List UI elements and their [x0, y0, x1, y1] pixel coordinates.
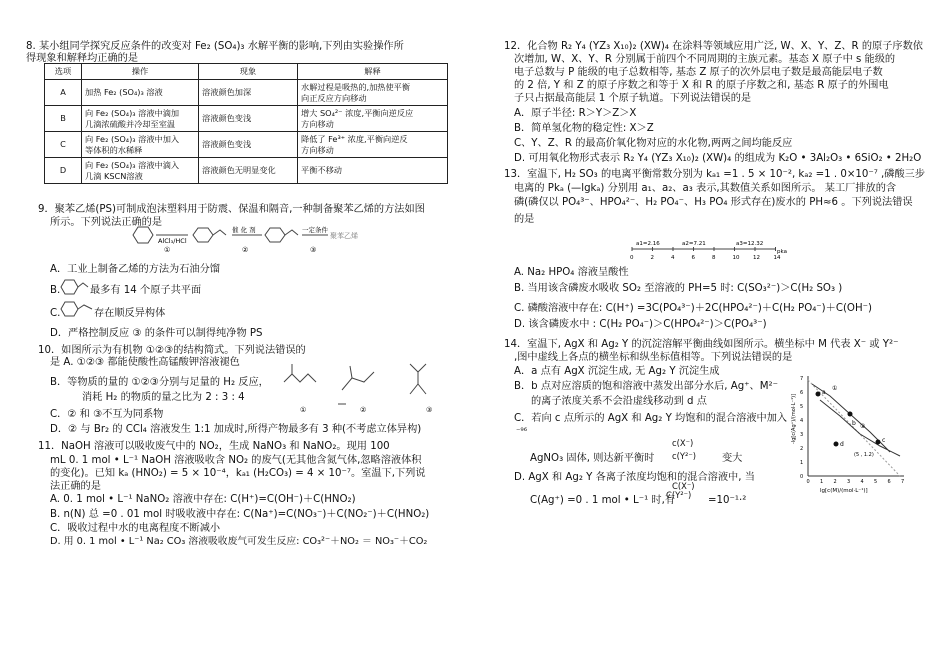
graph-x-tick-label: 3 [847, 479, 851, 485]
graph-x-tick-label: 4 [860, 479, 864, 485]
alkene-structure-icon [60, 298, 94, 320]
q12-option-d: D. 可用氧化物形式表示 R₂ Y₄ (YZ₃ X₁₀)₂ (XW)₄ 的组成为 K₂O • 3Al₂O₃ • 6SiO₂ • 2H₂O [514, 153, 922, 164]
point-a [816, 392, 821, 397]
q8-header-phenomenon: 现象 [199, 64, 298, 80]
q8-op-line1: 加热 Fe₂ (SO₄)₃ 溶液 [85, 87, 163, 98]
graph-x-tick-label: 0 [806, 479, 810, 485]
q8-row-explanation [298, 80, 448, 106]
q12-stem-line4: 的 2 倍, Y 和 Z 的原子序数之和等于 X 和 R 的原子序数之和, 基态 R 原子的外围电 [514, 80, 889, 91]
q14-option-a: A．a 点有 AgX 沉淀生成, 无 Ag₂ Y 沉淀生成 [514, 366, 720, 377]
q8-table [44, 63, 448, 184]
benzene-ring-icon [133, 227, 153, 243]
q8-op-line1: 向 Fe₂ (SO₄)₃ 溶液中滴加 [85, 108, 180, 118]
graph-x-tick-label: 2 [833, 479, 837, 485]
q8-stem-line1: 8. 某小组同学探究反应条件的改变对 Fe₂ (SO₄)₃ 水解平衡的影响,下列由实验操作所 [26, 41, 404, 52]
q9-label3: ③ [310, 246, 317, 254]
q8-row-explanation [298, 106, 448, 132]
q8-op-line1: 向 Fe₂ (SO₄)₃ 溶液中加入 [85, 134, 180, 144]
q9-option-b: 最多有 14 个原子共平面 [90, 285, 202, 296]
q8-ex-line1: 增大 SO₄²⁻ 浓度,平衡向逆反应 [301, 108, 414, 118]
point-c-label: c [882, 437, 886, 444]
q9-option-c: 存在顺反异构体 [94, 308, 166, 319]
q11-stem-line1: 11．NaOH 溶液可以吸收废气中的 NO₂，生成 NaNO₃ 和 NaNO₂。现用 100 [38, 441, 390, 452]
q8-row-option: C [45, 132, 82, 158]
q13-stem-line2: 电离的 Pkₐ (—lgkₐ) 分别用 a₁、a₂、a₃ 表示,其数值关系如图所示。 某工厂排放的含 [514, 183, 897, 194]
q8-header-operation: 操作 [82, 64, 199, 80]
q8-header-explanation: 解释 [298, 64, 448, 80]
q8-stem-line2: 得现象和解释均正确的是 [26, 53, 139, 64]
q12-option-c: C、Y、Z、R 的最高价氧化物对应的水化物,两两之间均能反应 [514, 138, 793, 149]
q12-stem-line5: 子只占据最高能层 1 个原子轨道。下列说法错误的是 [514, 93, 752, 104]
q8-row-phenomenon: 溶液颜色变浅 [199, 106, 298, 132]
q8-row-phenomenon: 溶液颜色加深 [199, 80, 298, 106]
q8-ex-line2: 向正反应方向移动 [301, 92, 367, 103]
q10-option-b-line1: B．等物质的量的 ①②③分别与足量的 H₂ 反应， [50, 377, 269, 388]
q9-label1: ① [164, 246, 171, 254]
q14-option-b-line1: B．b 点对应溶质的饱和溶液中蒸发出部分水后, Ag⁺、M²⁻ [514, 381, 778, 392]
q14-option-c-frac-den: c(Y²⁻) [672, 451, 697, 461]
q11-option-b: B. n(N) 总 =0 . 01 mol 时吸收液中存在: C(Na⁺)=C(NO₃⁻)＋C(NO₂⁻)＋C(HNO₂) [50, 509, 430, 520]
pka-tick-label: 12 [753, 255, 760, 261]
q11-option-d: D. 用 0. 1 mol • L⁻¹ Na₂ CO₃ 溶液吸收废气可发生反应: CO₃²⁻＋NO₂ ＝ NO₃⁻＋CO₂ [50, 536, 428, 547]
q8-row-operation [82, 80, 199, 106]
table-row [45, 106, 448, 132]
q13-stem-line3: 磷(磷仅以 PO₄³⁻、HPO₄²⁻、H₂ PO₄⁻、H₃ PO₄ 形式存在)废水的 PH≈6 。下列说法错误 [514, 197, 913, 208]
q11-stem-line2: mL 0. 1 mol • L⁻¹ NaOH 溶液吸收含 NO₂ 的废气(无其他含氮气体,忽略溶液体积 [50, 455, 422, 466]
q9-cond3: 一定条件 [302, 226, 328, 234]
pka-tick-label: 4 [671, 255, 675, 261]
q8-row-explanation [298, 132, 448, 158]
q9-product: 聚苯乙烯 [330, 232, 358, 240]
q9-cond2: 催 化 剂 [232, 226, 256, 234]
q9-reaction-scheme [128, 222, 378, 256]
q8-op-line2: 几滴 KSCN溶液 [85, 170, 143, 181]
point-b [848, 412, 853, 417]
pka-a3-label: a3=12.32 [736, 241, 764, 247]
graph-y-tick-label: 0 [800, 474, 804, 480]
q8-row-option: A [45, 80, 82, 106]
table-row [45, 158, 448, 184]
curve-1-label: ① [832, 385, 838, 392]
q12-stem-line1: 12．化合物 R₂ Y₄ (YZ₃ X₁₀)₂ (XW)₄ 在涂料等领域应用广泛, W、X、Y、Z、R 的原子序数依 [504, 41, 923, 52]
q8-row-phenomenon: 溶液颜色变浅 [199, 132, 298, 158]
q8-ex-line2: 方向移动 [301, 118, 334, 129]
q10-label1: ① [300, 406, 307, 414]
q10-label2: ② [360, 406, 367, 414]
graph-x-tick-label: 5 [874, 479, 878, 485]
q14-option-d-frac-den: C(Y²⁻) [666, 490, 692, 500]
q14-option-d-line3: =10⁻¹·² [708, 495, 747, 506]
q9-option-c-label: C. [50, 308, 61, 319]
point-d [834, 442, 839, 447]
q13-option-c: C. 磷酸溶液中存在: C(H⁺) =3C(PO₄³⁻)＋2C(HPO₄²⁻)＋C(H₂ PO₄⁻)＋C(OH⁻) [514, 303, 872, 314]
q8-row-operation [82, 132, 199, 158]
q14-option-c-frac-num: c(X⁻) [672, 438, 694, 448]
q13-option-b: B. 当用该含磷废水吸收 SO₂ 至溶液的 PH=5 时: C(SO₃²⁻)＞C(H₂ SO₃ ) [514, 283, 843, 294]
graph-y-tick-label: 6 [800, 390, 804, 396]
q8-op-line1: 向 Fe₂ (SO₄)₃ 溶液中滴入 [85, 160, 180, 170]
q14-option-b-line2: 的离子浓度关系不会沿虚线移动到 d 点 [531, 396, 707, 407]
pka-a1-label: a1=2.16 [636, 241, 660, 247]
q11-stem-line4: 法正确的是 [50, 481, 101, 492]
q14-option-d-line2: C(Ag⁺) =0 . 1 mol • L⁻¹ 时,有 [530, 495, 676, 506]
q9-option-a: A．工业上制备乙烯的方法为石油分馏 [50, 264, 220, 275]
q14-stem-line1: 14．室温下, AgX 和 Ag₂ Y 的沉淀溶解平衡曲线如图所示。横坐标中 M 代表 X⁻ 或 Y²⁻ [504, 339, 899, 350]
q12-stem-line3: 电子总数与 P 能级的电子总数相等, 基态 Z 原子的次外层电子数是最高能层电子数 [514, 67, 883, 78]
q8-ex-line2: 方向移动 [301, 144, 334, 155]
pka-unit: pka [777, 249, 787, 255]
q8-op-line2: 等体积的水稀释 [85, 144, 143, 155]
q10-option-d: D．② 与 Br₂ 的 CCl₄ 溶液发生 1:1 加成时,所得产物最多有 3 种(不考虑立体异构) [50, 424, 422, 435]
structure-3-icon [410, 364, 426, 394]
q8-row-option: D [45, 158, 82, 184]
curve-2-label: ② [860, 423, 866, 430]
graph-y-tick-label: 7 [800, 376, 804, 382]
q10-structures [280, 360, 445, 420]
point-a-label: a [822, 389, 826, 396]
ethylbenzene-icon [193, 228, 226, 242]
q14-option-c-line1: C．若向 c 点所示的 AgX 和 Ag₂ Y 均饱和的混合溶液中加入 [514, 413, 788, 424]
structure-2-icon [338, 366, 374, 404]
pka-a2-label: a2=7.21 [682, 241, 706, 247]
pka-tick-label: 2 [650, 255, 654, 261]
q12-option-a: A．原子半径: R＞Y＞Z＞X [514, 108, 637, 119]
q9-option-d: D．严格控制反应 ③ 的条件可以制得纯净物 PS [50, 328, 263, 339]
q14-option-d-frac-num: C(X⁻) [672, 481, 695, 491]
q8-op-line2: 几滴浓硫酸并冷却至室温 [85, 118, 176, 129]
q12-option-b: B．简单氢化物的稳定性: X＞Z [514, 123, 654, 134]
graph-y-tick-label: 5 [800, 404, 804, 410]
q13-pka-axis [624, 237, 789, 263]
q8-row-explanation: 平衡不移动 [298, 158, 448, 184]
q11-option-c: C．吸收过程中水的电离程度不断减小 [50, 523, 221, 534]
pka-tick-label: 14 [773, 255, 781, 261]
graph-x-tick-label: 1 [820, 479, 824, 485]
q9-cond1: AlCl₃/HCl [158, 237, 187, 245]
graph-x-tick-label: 7 [901, 479, 905, 485]
graph-y-label: -lg[c(Ag⁺)/(mol·L⁻¹)] [791, 393, 797, 444]
graph-y-tick-label: 3 [800, 432, 804, 438]
q14-option-c-line3: 变大 [722, 453, 743, 464]
pka-tick-label: 10 [732, 255, 740, 261]
graph-y-tick-label: 1 [800, 460, 804, 466]
structure-1-icon [284, 364, 316, 382]
styrene-structure-icon [60, 276, 90, 298]
q11-stem-line3: 的变化)。已知 kₐ (HNO₂) = 5 × 10⁻⁴，kₐ₁ (H₂CO₃) = 4 × 10⁻⁷。室温下,下列说 [50, 468, 426, 479]
point-c [876, 440, 881, 445]
pka-tick-label: 8 [712, 255, 716, 261]
q11-option-a: A. 0. 1 mol • L⁻¹ NaNO₂ 溶液中存在: C(H⁺)=C(OH⁻)＋C(HNO₂) [50, 494, 356, 505]
table-row [45, 132, 448, 158]
q14-solubility-graph [790, 370, 910, 495]
q10-option-a: 是 A. ①②③ 都能使酸性高锰酸钾溶液褪色 [50, 357, 240, 368]
point-d-label: d [840, 441, 844, 448]
q14-option-c-line2: AgNO₃ 固体, 则达新平衡时 [530, 453, 655, 464]
q13-option-d: D. 该含磷废水中 : C(H₂ PO₄⁻)＞C(HPO₄²⁻)＞C(PO₄³⁻) [514, 319, 767, 330]
q10-option-c: C．② 和 ③不互为同系物 [50, 409, 164, 420]
point-b-label: b [852, 420, 856, 427]
q8-ex-line1: 降低了 Fe³⁺ 浓度,平衡向逆反 [301, 134, 408, 144]
q8-row-phenomenon: 溶液颜色无明显变化 [199, 158, 298, 184]
q8-ex-line1: 水解过程是吸热的,加热使平衡 [301, 82, 411, 92]
graph-y-tick-label: 4 [800, 418, 804, 424]
pka-tick-label: 6 [691, 255, 695, 261]
graph-x-ticks [807, 479, 905, 485]
q10-label3: ③ [426, 406, 433, 414]
q9-option-b-label: B. [50, 285, 61, 296]
q10-option-b-line2: 消耗 H₂ 的物质的量之比为 2 : 3 : 4 [82, 392, 245, 403]
graph-x-label: lg[c(M)/(mol·L⁻¹)] [820, 488, 868, 494]
q9-stem-line2: 所示。下列说法正确的是 [50, 217, 163, 228]
graph-y-ticks [800, 376, 803, 480]
q8-row-operation [82, 158, 199, 184]
q8-header-option: 选项 [45, 64, 82, 80]
point-c-coords: (5 , 1.2) [854, 452, 874, 458]
graph-y-tick-label: 2 [800, 446, 804, 452]
q12-stem-line2: 次增加, W、X、Y、R 分别属于前四个不同周期的主族元素。基态 X 原子中 s 能级的 [514, 54, 896, 65]
graph-x-tick-label: 6 [887, 479, 891, 485]
table-row [45, 80, 448, 106]
q9-stem-line1: 9．聚苯乙烯(PS)可制成泡沫塑料用于防震、保温和隔音,一种制备聚苯乙烯的方法如图 [38, 204, 425, 215]
q9-label2: ② [242, 246, 249, 254]
styrene-icon [265, 228, 298, 242]
q8-row-option: B [45, 106, 82, 132]
q8-table-header [45, 64, 448, 80]
q14-option-d-line1: D. AgX 和 Ag₂ Y 各离子浓度均饱和的混合溶液中, 当 [514, 472, 755, 483]
pka-tick-label: 0 [630, 255, 634, 261]
q13-stem-line4: 的是 [514, 214, 535, 225]
q13-stem-line1: 13．室温下, H₂ SO₃ 的电离平衡常数分别为 kₐ₁ =1 . 5 × 10⁻², kₐ₂ =1 . 0×10⁻⁷ ,磷酸三步 [504, 169, 926, 180]
q10-stem: 10．如图所示为有机物 ①②③的结构简式。下列说法错误的 [38, 345, 306, 356]
q8-row-operation [82, 106, 199, 132]
q14-stem-line2: ,图中虚线上各点的横坐标和纵坐标值相等。下列说法错误的是 [514, 352, 793, 363]
q13-option-a: A. Na₂ HPO₄ 溶液呈酸性 [514, 267, 629, 278]
q14-option-c-mark: ⁻⁹⁶ [516, 426, 528, 436]
